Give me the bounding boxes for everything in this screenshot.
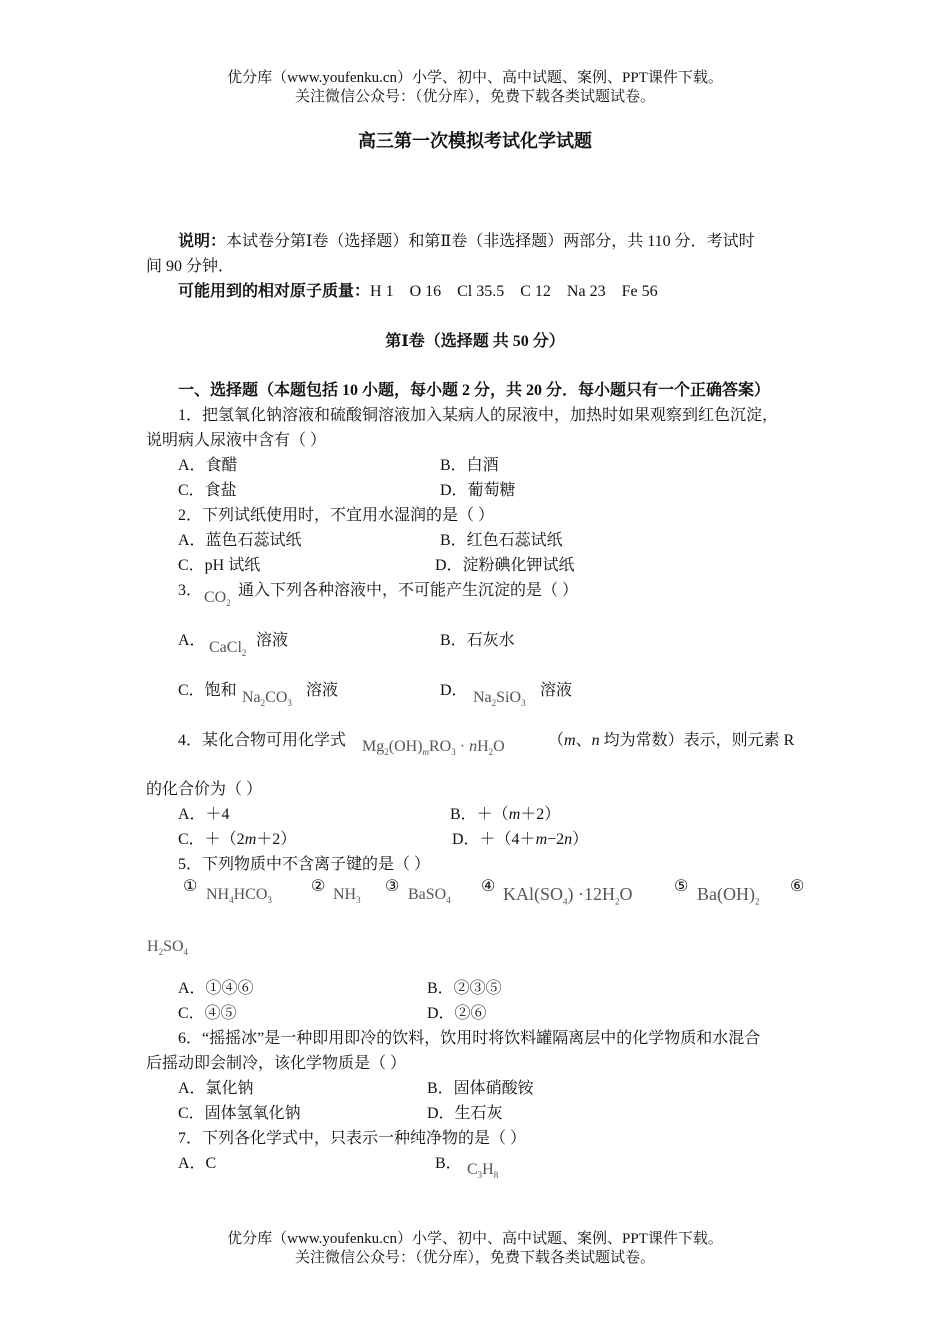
q4-option-a: A．＋4: [178, 806, 230, 823]
page-title: 高三第一次模拟考试化学试题: [358, 131, 592, 151]
q5-marker-4: ④: [481, 878, 496, 895]
q3-option-c-suffix: 溶液: [306, 682, 339, 699]
q6-option-c: C．固体氢氧化钠: [178, 1105, 301, 1122]
q3-option-c-formula: $Na_2CO_3$: [242, 689, 292, 709]
q4-option-b: B．＋（m＋2）: [450, 806, 561, 823]
q6-option-d: D．生石灰: [427, 1105, 503, 1122]
q5-option-a: A．①④⑥: [178, 980, 254, 997]
q4-option-c: C．＋（2m＋2）: [178, 831, 297, 848]
q2-option-a: A．蓝色石蕊试纸: [178, 532, 302, 549]
q4-option-d: D．＋（4＋m−2n）: [452, 831, 589, 848]
q3-co2-formula: $CO_2$: [204, 589, 231, 609]
q1-stem-line1: 1．把氢氧化钠溶液和硫酸铜溶液加入某病人的尿液中，加热时如果观察到红色沉淀，: [178, 407, 779, 424]
q4-stem-line2: 的化合价为（ ）: [146, 781, 263, 798]
q5-formula-6: $H_2SO_4$: [147, 938, 189, 958]
atomic-mass-values: H 1 O 16 Cl 35.5 C 12 Na 23 Fe 56: [370, 283, 658, 300]
q3-option-b: B．石灰水: [440, 632, 515, 649]
q5-marker-3: ③: [385, 878, 400, 895]
q2-option-b: B．红色石蕊试纸: [440, 532, 563, 549]
instructions-line1: [178, 228, 755, 251]
q1-option-c: C．食盐: [178, 482, 237, 499]
q5-marker-5: ⑤: [674, 878, 689, 895]
q1-option-a: A．食醋: [178, 457, 238, 474]
q7-option-b-formula: $C_3H_8$: [467, 1161, 499, 1181]
page-header-line1: 优分库（www.youfenku.cn）小学、初中、高中试题、案例、PPT课件下载。: [227, 70, 723, 86]
q5-formula-4: $KAl(SO_4) \cdot 12H_2O$: [503, 884, 633, 907]
q4-stem-tail: （m、n 均为常数）表示，则元素 R: [548, 732, 795, 749]
q5-marker-1: ①: [183, 878, 198, 895]
volume-title: 第Ⅰ卷（选择题 共 50 分）: [385, 333, 565, 350]
q6-option-b: B．固体硝酸铵: [427, 1080, 534, 1097]
q5-option-c: C．④⑤: [178, 1005, 237, 1022]
q4-stem-start: 4．某化合物可用化学式: [178, 732, 347, 749]
q5-formula-1: $NH_4HCO_3$: [206, 886, 272, 906]
q6-stem-line2: 后摇动即会制冷，该化学物质是（ ）: [146, 1055, 407, 1072]
q7-option-b-label: B．: [435, 1155, 462, 1172]
q5-option-b: B．②③⑤: [427, 980, 502, 997]
q3-option-a-suffix: 溶液: [256, 632, 289, 649]
q1-option-b: B．白酒: [440, 457, 499, 474]
q4-formula: $Mg_2(OH)_mRO_3 \cdot nH_2O$: [362, 738, 505, 758]
q1-option-d: D．葡萄糖: [440, 482, 516, 499]
q3-option-a-label: A．: [178, 632, 206, 649]
q3-option-d-suffix: 溶液: [540, 682, 573, 699]
instructions-line2: 间 90 分钟．: [146, 258, 235, 275]
q5-marker-6: ⑥: [790, 878, 805, 895]
q5-stem: 5．下列物质中不含离子键的是（ ）: [178, 856, 431, 873]
q7-option-a: A．C: [178, 1155, 217, 1172]
atomic-mass-label: 可能用到的相对原子质量：: [178, 283, 371, 300]
q3-stem: 通入下列各种溶液中，不可能产生沉淀的是（ ）: [238, 582, 579, 599]
q3-option-d-formula: $Na_2SiO_3$: [473, 689, 526, 709]
q3-option-a-formula: CaCl$_2$: [209, 639, 247, 659]
q5-formula-2: $NH_3$: [333, 886, 361, 906]
q3-option-d-label: D．: [440, 682, 468, 699]
instructions-label: 说明：: [178, 233, 227, 250]
q5-marker-2: ②: [311, 878, 326, 895]
q1-stem-line2: 说明病人尿液中含有（ ）: [146, 432, 327, 449]
q3-number: 3．: [178, 582, 203, 599]
q5-formula-3: BaSO$_4$: [408, 886, 451, 906]
q2-option-c: C．pH 试纸: [178, 557, 261, 574]
q3-option-c-label: C．饱和: [178, 682, 237, 699]
q5-formula-5: $Ba(OH)_2$: [697, 884, 760, 907]
q7-stem: 7．下列各化学式中，只表示一种纯净物的是（ ）: [178, 1130, 527, 1147]
instructions-text: 本试卷分第Ⅰ卷（选择题）和第Ⅱ卷（非选择题）两部分，共 110 分．考试时: [226, 233, 755, 250]
page-header-line2: 关注微信公众号：（优分库），免费下载各类试题试卷。: [294, 89, 655, 105]
q2-stem: 2．下列试纸使用时，不宜用水湿润的是（ ）: [178, 507, 495, 524]
q2-option-d: D．淀粉碘化钾试纸: [435, 557, 575, 574]
q6-option-a: A．氯化钠: [178, 1080, 254, 1097]
page-footer-line2: 关注微信公众号：（优分库），免费下载各类试题试卷。: [294, 1250, 655, 1266]
section-title: 一、选择题（本题包括 10 小题，每小题 2 分，共 20 分．每小题只有一个正确答案）: [178, 382, 771, 399]
q6-stem-line1: 6．“摇摇冰”是一种即用即冷的饮料，饮用时将饮料罐隔离层中的化学物质和水混合: [178, 1030, 761, 1047]
q5-option-d: D．②⑥: [427, 1005, 487, 1022]
atomic-mass-line: [178, 278, 658, 301]
page-footer-line1: 优分库（www.youfenku.cn）小学、初中、高中试题、案例、PPT课件下载。: [227, 1231, 723, 1247]
